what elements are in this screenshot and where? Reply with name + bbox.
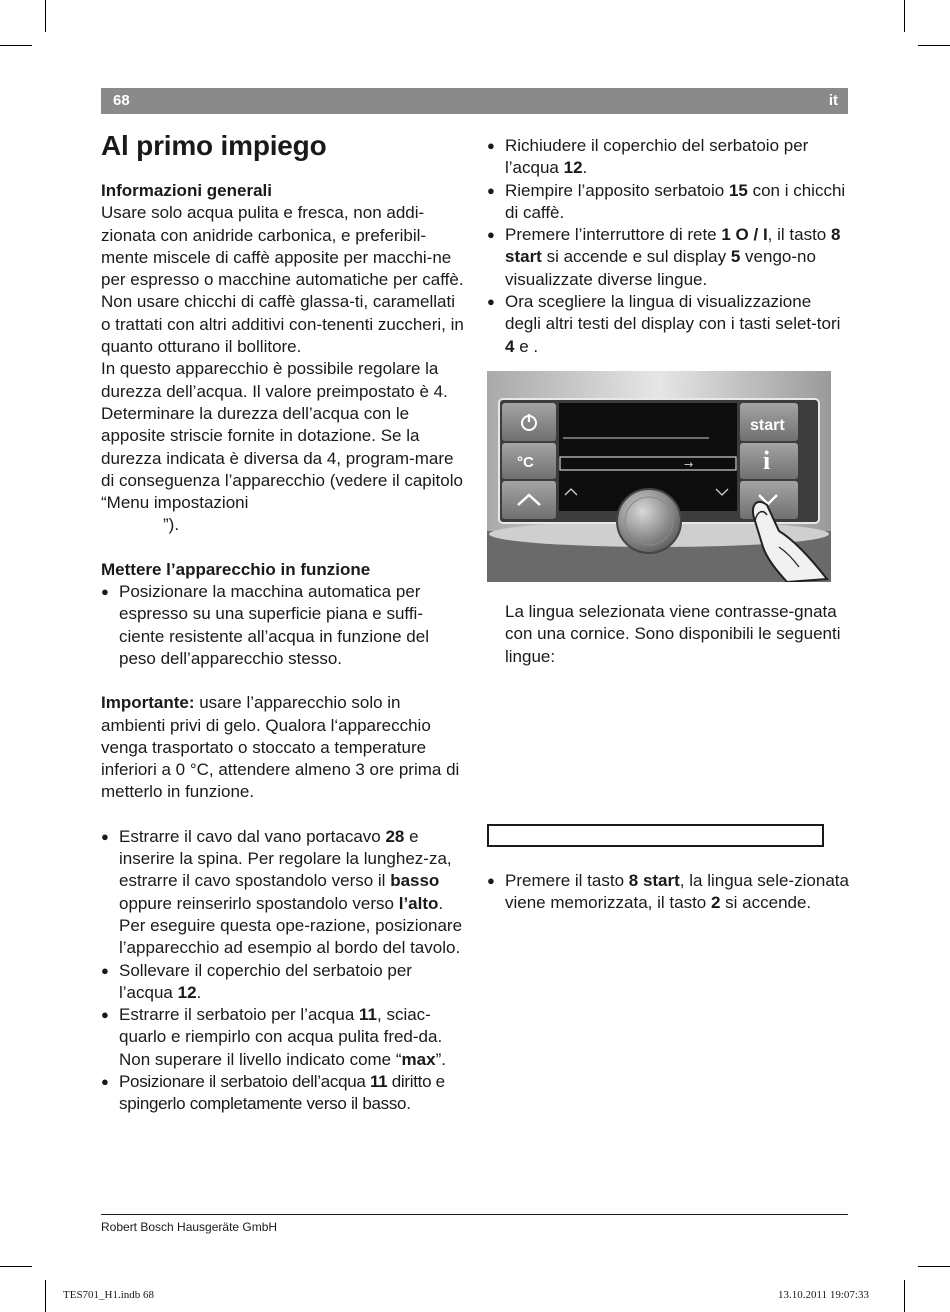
confirm-section [487, 870, 849, 915]
start-label: start [750, 417, 785, 434]
right-column [487, 135, 849, 358]
tank-insert-bullet: ● Posizionare il serbatoio dell’acqua 11 diritto e spingerlo completamente verso il basso. [101, 1071, 467, 1116]
control-panel-illustration [487, 371, 831, 582]
cable-bullet: ● Estrarre il cavo dal vano portacavo 28 e inserire la spina. Per regolare la lunghez-za, estrarre il cavo spostandolo verso il basso oppure reinserirlo spostandolo verso l’alto. Per eseguire questa ope-razione, posizionare l’apparecchio ad esempio al bordo del tavolo. [101, 826, 467, 960]
lid-bullet: ● Sollevare il coperchio del serbatoio per l’acqua 12. [101, 960, 467, 1005]
setup-heading: Mettere l’apparecchio in funzione [101, 559, 371, 579]
footer-rule [101, 1214, 848, 1215]
crop-mark [918, 45, 950, 46]
print-date-info: 13.10.2011 19:07:33 [778, 1289, 869, 1301]
language-frame-box [487, 824, 824, 847]
page-header-bar [101, 88, 848, 114]
crop-mark [45, 0, 46, 32]
caption-text [505, 601, 853, 668]
hardness-text: In questo apparecchio è possibile regolare la durezza dell’acqua. Il valore preimpostato è 4. Determinare la durezza dell’acqua con le apposite striscie fornite in dotazione. Se la durezza indicata è diversa da 4, program-mare di conseguenza l’apparecchio (vedere il capitolo “Menu impostazioni [101, 359, 463, 513]
left-column [101, 180, 467, 1116]
crop-mark [918, 1266, 950, 1267]
important-label: Importante: [101, 693, 195, 713]
setup-bullet: ● Posizionare la macchina automatica per espresso su una superficie piana e suffi-ciente resistente all’acqua in funzione del peso dell’apparecchio stesso. [101, 581, 467, 670]
general-text: Usare solo acqua pulita e fresca, non addi-zionata con anidride carbonica, e preferibil-mente miscele di caffè apposite per macchi-ne per espresso o macchine automatiche per caffè. Non usare chicchi di caffè glassa-ti, caramellati o trattati con altri additivi con-tenenti zuccheri, in quanto otturano il bollitore. [101, 203, 464, 357]
crop-mark [0, 45, 32, 46]
page-title: Al primo impiego [101, 130, 327, 161]
fill-beans-bullet: ● Riempire l’apposito serbatoio 15 con i chicchi di caffè. [487, 180, 849, 225]
footer-company: Robert Bosch Hausgeräte GmbH [101, 1220, 278, 1234]
crop-mark [904, 1280, 905, 1312]
crop-mark [0, 1266, 32, 1267]
print-file-info: TES701_H1.indb 68 [63, 1289, 155, 1301]
close-lid-bullet: ● Richiudere il coperchio del serbatoio per l’acqua 12. [487, 135, 849, 180]
temp-label: °C [517, 454, 534, 471]
tank-bullet: ● Estrarre il serbatoio per l’acqua 11, sciac-quarlo e riempirlo con acqua pulita fred-da. Non superare il livello indicato come “max”. [101, 1004, 467, 1071]
important-note [101, 692, 467, 803]
crop-mark [904, 0, 905, 32]
select-language-bullet: ● Ora scegliere la lingua di visualizzazione degli altri testi del display con i tasti selet-tori 4 e . [487, 291, 849, 358]
page-number: 68 [113, 92, 130, 109]
crop-mark [45, 1280, 46, 1312]
confirm-language-bullet: ● Premere il tasto 8 start, la lingua sele-zionata viene memorizzata, il tasto 2 si accende. [487, 870, 849, 915]
language-caption: La lingua selezionata viene contrasse-gnata con una cornice. Sono disponibili le seguenti lingue: [505, 602, 841, 666]
hardness-end: ”). [163, 515, 180, 535]
svg-text:→: → [684, 458, 694, 471]
language-code: it [828, 92, 838, 109]
power-switch-bullet: ● Premere l’interruttore di rete 1 O / I, il tasto 8 start si accende e sul display 5 vengo-no visualizzate diverse lingue. [487, 224, 849, 291]
important-text: usare l’apparecchio solo in ambienti privi di gelo. Qualora l‘apparecchio venga trasportato o stoccato a temperature inferiori a 0 °C, attendere almeno 3 ore prima di metterlo in funzione. [101, 693, 460, 802]
general-heading: Informazioni generali [101, 181, 272, 200]
info-label: i [763, 446, 771, 475]
